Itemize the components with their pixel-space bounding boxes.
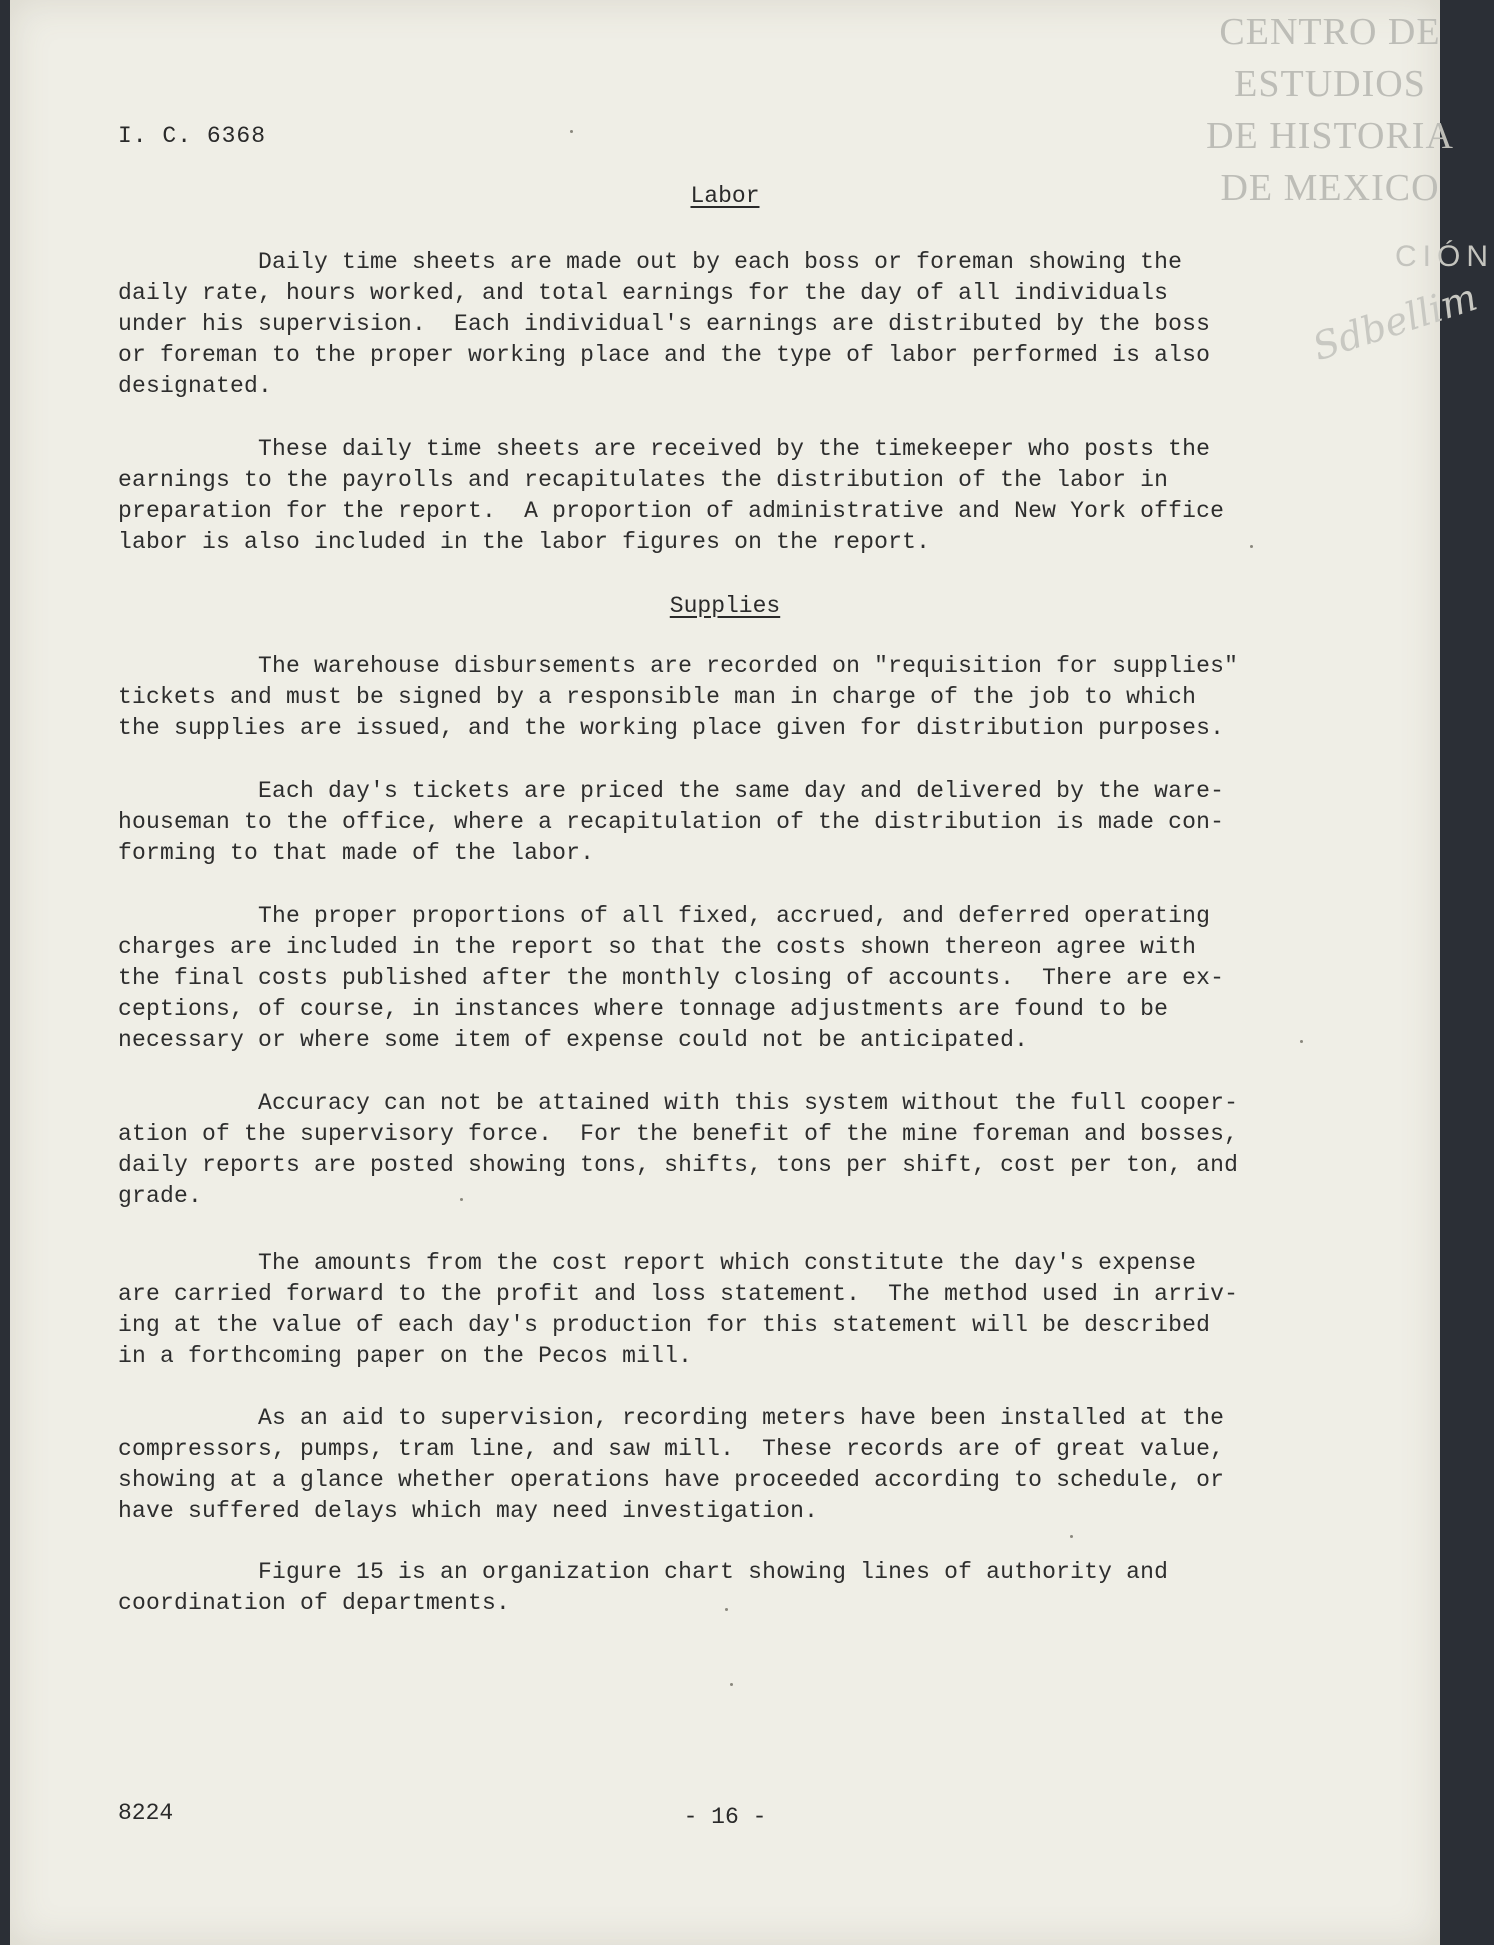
paper-speck: [1300, 1040, 1303, 1043]
paragraph: The warehouse disbursements are recorded on "requisition for supplies" tickets and must be signed by a responsible man in charge of the job to which the supplies are issued, and the working place given for distribution purposes.: [118, 653, 1239, 741]
handwritten-signature: Sdbellim: [1307, 274, 1483, 370]
paragraph: Accuracy can not be attained with this system without the full cooper- ation of the supervisory force. For the benefit of the mine foreman and bosses, daily reports are posted showing tons, shifts, tons per shift, cost per ton, and grade.: [118, 1090, 1239, 1209]
document-id: I. C. 6368: [118, 123, 267, 149]
paragraph: The amounts from the cost report which constitute the day's expense are carried forward to the profit and loss statement. The method used in arriv- ing at the value of each day's production for this statement will be described in a forthcoming paper on the Pecos mill.: [118, 1250, 1239, 1369]
stamp-line: CENTRO DE: [1219, 11, 1441, 53]
paragraph: The proper proportions of all fixed, accrued, and deferred operating charges are included in the report so that the costs shown thereon agree with the final costs published after the monthly closing of accounts. There are ex- ceptions, of course, in instances where tonnage adjustments are found to be necessary or where some item of expense could not be anticipated.: [118, 903, 1225, 1053]
paragraph: As an aid to supervision, recording meters have been installed at the compressors, pumps, tram line, and saw mill. These records are of great value, showing at a glance whether operations have proceeded according to schedule, or have suffered delays which may need investigation.: [118, 1405, 1225, 1524]
paper-speck: [1070, 1535, 1073, 1538]
paper-speck: [570, 130, 573, 133]
section-heading-labor: Labor: [690, 183, 760, 209]
stamp-line: DE MEXICO: [1220, 167, 1440, 209]
paper-speck: [1250, 545, 1253, 548]
document-page: [10, 0, 1494, 1945]
paragraph: Each day's tickets are priced the same day and delivered by the ware- houseman to the office, where a recapitulation of the distribution is made con- forming to that made of the labor.: [118, 778, 1225, 866]
report-number: 8224: [118, 1800, 174, 1826]
stamp-line: ESTUDIOS: [1234, 63, 1426, 105]
page-number: - 16 -: [683, 1804, 767, 1830]
stamp-fragment: CIÓN: [1395, 240, 1494, 273]
section-heading-supplies: Supplies: [669, 593, 781, 619]
paragraph: These daily time sheets are received by the timekeeper who posts the earnings to the payrolls and recapitulates the distribution of the labor in preparation for the report. A proportion of administrative and New York office labor is also included in the labor figures on the report.: [118, 436, 1225, 555]
stamp-line: DE HISTORIA: [1206, 115, 1454, 157]
paragraph: Figure 15 is an organization chart showing lines of authority and coordination of departments.: [118, 1559, 1169, 1616]
paragraph: Daily time sheets are made out by each boss or foreman showing the daily rate, hours worked, and total earnings for the day of all individuals under his supervision. Each individual's earnings are distributed by the boss or foreman to the proper working place and the type of labor performed is also designated.: [118, 249, 1211, 399]
paper-speck: [460, 1198, 463, 1201]
paper-speck: [725, 1608, 728, 1611]
paper-speck: [730, 1683, 733, 1686]
